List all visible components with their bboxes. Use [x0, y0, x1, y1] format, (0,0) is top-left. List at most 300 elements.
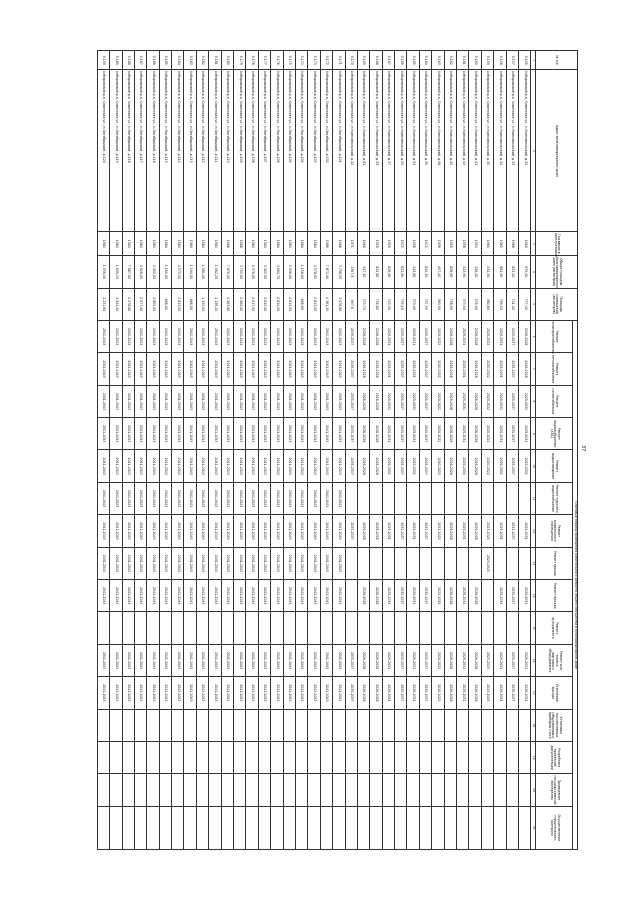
row-work-period: 2041-2043	[221, 515, 233, 547]
row-work-period	[370, 806, 382, 849]
column-number: 14	[531, 580, 536, 612]
row-year: 1984	[196, 232, 208, 256]
row-address: Хабаровский р-н, Советская ул., п.Октябрьский, д.113	[184, 70, 196, 232]
row-work-period: 2041-2043	[196, 547, 208, 579]
row-year: 1960	[519, 232, 531, 256]
row-address: Хабаровский р-н, Советская ул., п.Комсомольский, д.41	[469, 70, 481, 232]
row-work-period	[519, 547, 531, 579]
row-work-period	[432, 806, 444, 849]
row-work-period	[271, 709, 283, 741]
row-year: 1960	[357, 232, 369, 256]
row-work-period: 2041-2043	[110, 385, 122, 417]
row-work-period: 2041-2043	[209, 482, 221, 514]
row-work-period: 2041-2043	[97, 450, 109, 482]
row-work-period: 2041-2043	[283, 547, 295, 579]
row-area-total: 821,90	[395, 256, 407, 288]
header-w14: Разработка проектной документации	[536, 741, 573, 773]
row-work-period: 2041-2043	[196, 320, 208, 352]
row-work-period: 2041-2043	[184, 482, 196, 514]
row-work-period	[110, 741, 122, 773]
row-work-period: 2035-2037	[506, 515, 518, 547]
row-work-period: 2041-2043	[172, 547, 184, 579]
row-work-period: 2041-2043	[122, 644, 134, 676]
row-work-period	[457, 774, 469, 806]
row-number: 9.186	[147, 51, 159, 70]
row-work-period: 2041-2043	[134, 385, 146, 417]
column-number: 11	[531, 482, 536, 514]
row-work-period	[134, 806, 146, 849]
row-work-period: 2020-2022	[432, 418, 444, 450]
row-work-period: 2026-2028	[444, 353, 456, 385]
row-number: 9.170	[345, 51, 357, 70]
row-work-period	[110, 774, 122, 806]
row-work-period	[234, 612, 246, 644]
row-work-period	[469, 709, 481, 741]
row-work-period: 2041-2043	[134, 547, 146, 579]
row-address: Хабаровский р-н, Советская ул., п.Октябрьский, д.117	[134, 70, 146, 232]
row-work-period: 2041-2043	[246, 644, 258, 676]
row-work-period: 2035-2037	[395, 515, 407, 547]
header-w12: Утепление фасада	[536, 677, 573, 709]
row-area-total: 4 376,00	[246, 256, 258, 288]
row-work-period	[382, 612, 394, 644]
row-work-period	[234, 709, 246, 741]
row-work-period	[246, 774, 258, 806]
row-work-period: 2029-2031	[407, 353, 419, 385]
row-area-total: 7 876,40	[221, 256, 233, 288]
row-work-period	[209, 806, 221, 849]
row-work-period: 2041-2043	[320, 353, 332, 385]
table-row	[271, 51, 283, 850]
row-work-period	[184, 806, 196, 849]
row-number: 9.187	[134, 51, 146, 70]
row-work-period	[110, 709, 122, 741]
row-work-period	[134, 741, 146, 773]
column-number: 9	[531, 418, 536, 450]
row-work-period: 2026-2028	[444, 320, 456, 352]
row-address: Хабаровский р-н, Советская ул., п.Октябрьский, д.119	[110, 70, 122, 232]
column-number: 10	[531, 450, 536, 482]
row-work-period: 2026-2028	[370, 450, 382, 482]
row-work-period: 2041-2043	[246, 677, 258, 709]
row-work-period: 2035-2037	[506, 418, 518, 450]
row-work-period: 2035-2037	[345, 644, 357, 676]
row-work-period: 2041-2043	[308, 677, 320, 709]
row-year: 1986	[221, 232, 233, 256]
column-number: 13	[531, 547, 536, 579]
row-work-period: 2041-2043	[97, 580, 109, 612]
row-work-period: 2026-2028	[357, 385, 369, 417]
row-work-period	[444, 774, 456, 806]
row-work-period: 2041-2043	[134, 515, 146, 547]
row-address: Хабаровский р-н, Советская ул., п.Октябрьский, д.109	[234, 70, 246, 232]
row-work-period	[357, 709, 369, 741]
header-w6: Ремонт горячего водоснабжения	[536, 482, 573, 514]
row-work-period: 2041-2043	[97, 515, 109, 547]
row-work-period	[506, 774, 518, 806]
row-work-period: 2041-2043	[110, 580, 122, 612]
row-work-period	[308, 741, 320, 773]
row-year: 1962	[494, 232, 506, 256]
row-work-period: 2041-2043	[308, 353, 320, 385]
row-work-period: 2041-2043	[184, 353, 196, 385]
row-work-period: 2041-2043	[333, 580, 345, 612]
column-number: 7	[531, 353, 536, 385]
row-work-period: 2041-2043	[110, 353, 122, 385]
row-work-period: 2041-2043	[246, 547, 258, 579]
row-work-period: 2041-2043	[184, 515, 196, 547]
row-work-period: 2041-2043	[258, 353, 270, 385]
row-area-total: 881,90	[494, 256, 506, 288]
row-work-period: 2035-2037	[345, 515, 357, 547]
row-work-period	[258, 709, 270, 741]
row-address: Хабаровский р-н, Советская ул., п.Октябрьский, д.106	[271, 70, 283, 232]
row-work-period: 2041-2043	[172, 418, 184, 450]
row-work-period	[320, 709, 332, 741]
table-row	[196, 51, 208, 850]
row-address: Хабаровский р-н, Советская ул., п.Комсомольский, д.55	[395, 70, 407, 232]
row-work-period: 2041-2043	[147, 644, 159, 676]
row-year: 1959	[444, 232, 456, 256]
row-work-period: 2035-2037	[419, 320, 431, 352]
row-area-living: 668,60	[295, 288, 307, 320]
row-area-living: 2 077,40	[134, 288, 146, 320]
row-work-period	[308, 709, 320, 741]
row-work-period: 2035-2037	[345, 385, 357, 417]
row-area-total: 823,20	[506, 256, 518, 288]
row-work-period: 2041-2043	[122, 547, 134, 579]
row-area-living: 777,40	[519, 288, 531, 320]
row-work-period: 2041-2043	[172, 580, 184, 612]
page-number: 37	[580, 445, 586, 452]
row-year: 1958	[407, 232, 419, 256]
table-row	[494, 51, 506, 850]
row-area-living: 360,90	[432, 288, 444, 320]
column-number: 5	[531, 288, 536, 320]
row-work-period: 2020-2022	[432, 450, 444, 482]
table-row	[172, 51, 184, 850]
row-work-period: 2041-2043	[196, 418, 208, 450]
row-work-period	[444, 482, 456, 514]
row-work-period	[283, 741, 295, 773]
row-work-period: 2035-2037	[419, 515, 431, 547]
column-number: 2	[531, 70, 536, 232]
column-number: 3	[531, 232, 536, 256]
table-row	[295, 51, 307, 850]
row-work-period: 2041-2043	[271, 385, 283, 417]
table-row	[122, 51, 134, 850]
row-work-period: 2041-2043	[333, 515, 345, 547]
row-work-period: 2026-2028	[519, 353, 531, 385]
row-year: 1984	[110, 232, 122, 256]
row-number: 9.189	[110, 51, 122, 70]
row-work-period	[444, 741, 456, 773]
row-work-period	[519, 806, 531, 849]
row-work-period	[134, 774, 146, 806]
row-work-period: 2041-2043	[159, 547, 171, 579]
row-work-period: 2041-2043	[209, 644, 221, 676]
table-row	[159, 51, 171, 850]
row-work-period: 2041-2043	[184, 580, 196, 612]
row-number: 9.163	[432, 51, 444, 70]
row-work-period: 2041-2043	[295, 482, 307, 514]
row-work-period: 2020-2022	[481, 418, 493, 450]
row-number: 9.161	[457, 51, 469, 70]
row-address: Хабаровский р-н, Советская ул., п.Комсомольский, д.61	[357, 70, 369, 232]
row-work-period: 2041-2043	[122, 482, 134, 514]
row-work-period: 2041-2043	[209, 547, 221, 579]
row-work-period: 2026-2028	[357, 320, 369, 352]
row-work-period: 2041-2043	[258, 515, 270, 547]
table-row	[370, 51, 382, 850]
row-area-total: 426,40	[469, 256, 481, 288]
row-work-period	[97, 741, 109, 773]
row-work-period: 2020-2022	[481, 353, 493, 385]
row-work-period: 2041-2043	[283, 353, 295, 385]
table-row	[333, 51, 345, 850]
table-row	[234, 51, 246, 850]
row-work-period	[519, 709, 531, 741]
row-work-period: 2041-2043	[209, 450, 221, 482]
row-work-period: 2041-2043	[122, 450, 134, 482]
row-work-period	[357, 774, 369, 806]
row-work-period	[295, 709, 307, 741]
row-address: Хабаровский р-н, Советская ул., п.Октябрьский, д.110	[221, 70, 233, 232]
table-row	[283, 51, 295, 850]
row-work-period	[320, 774, 332, 806]
row-year: 1966	[506, 232, 518, 256]
row-work-period	[295, 806, 307, 849]
row-work-period: 2020-2022	[432, 353, 444, 385]
row-work-period	[407, 612, 419, 644]
row-work-period	[444, 806, 456, 849]
row-work-period: 2026-2028	[469, 677, 481, 709]
row-work-period: 2029-2031	[457, 644, 469, 676]
row-work-period: 2041-2043	[97, 482, 109, 514]
table-row	[221, 51, 233, 850]
row-work-period: 2023-2025	[481, 644, 493, 676]
row-work-period: 2026-2028	[370, 385, 382, 417]
row-work-period: 2041-2043	[271, 580, 283, 612]
row-work-period	[283, 774, 295, 806]
row-work-period: 2035-2037	[395, 450, 407, 482]
row-work-period: 2035-2037	[345, 450, 357, 482]
row-work-period: 2041-2043	[110, 482, 122, 514]
row-work-period: 2035-2037	[419, 580, 431, 612]
row-work-period: 2041-2043	[333, 320, 345, 352]
header-w13: Установка коллективных (общедомовых) приборов учета	[536, 709, 573, 741]
row-work-period: 2041-2043	[134, 580, 146, 612]
row-work-period	[196, 741, 208, 773]
row-work-period	[122, 612, 134, 644]
table-row	[134, 51, 146, 850]
row-number: 9.184	[172, 51, 184, 70]
row-work-period: 2026-2028	[357, 644, 369, 676]
rotated-table-container	[65, 50, 590, 850]
row-work-period	[308, 612, 320, 644]
row-work-period: 2041-2043	[283, 482, 295, 514]
row-work-period: 2026-2028	[469, 320, 481, 352]
row-work-period: 2041-2043	[221, 677, 233, 709]
row-work-period	[481, 806, 493, 849]
row-work-period: 2026-2028	[357, 580, 369, 612]
row-work-period	[246, 612, 258, 644]
row-work-period: 2041-2043	[295, 450, 307, 482]
row-work-period: 2041-2043	[258, 320, 270, 352]
row-work-period: 2029-2031	[519, 677, 531, 709]
row-area-living: 2 814,00	[271, 288, 283, 320]
row-work-period	[395, 709, 407, 741]
row-work-period: 2041-2043	[172, 385, 184, 417]
row-area-living: 4 361,20	[320, 288, 332, 320]
row-work-period: 2029-2031	[519, 580, 531, 612]
row-work-period	[432, 774, 444, 806]
row-work-period	[407, 806, 419, 849]
row-work-period: 2041-2043	[209, 418, 221, 450]
row-work-period	[333, 709, 345, 741]
row-work-period	[382, 806, 394, 849]
header-w5: Ремонт водоотведения	[536, 450, 573, 482]
row-work-period: 2041-2043	[184, 644, 196, 676]
row-work-period: 2041-2043	[258, 580, 270, 612]
column-number: 12	[531, 515, 536, 547]
row-work-period: 2041-2043	[246, 515, 258, 547]
row-work-period: 2029-2031	[382, 450, 394, 482]
row-work-period	[184, 709, 196, 741]
row-address: Хабаровский р-н, Советская ул., п.Октябрьский, д.115	[159, 70, 171, 232]
row-work-period: 2029-2031	[494, 385, 506, 417]
row-work-period	[370, 547, 382, 579]
row-work-period: 2041-2043	[159, 482, 171, 514]
row-work-period: 2041-2043	[258, 644, 270, 676]
row-work-period: 2041-2043	[271, 450, 283, 482]
row-area-living: 370,40	[407, 288, 419, 320]
row-year: 1972	[419, 232, 431, 256]
row-work-period	[395, 482, 407, 514]
row-work-period	[221, 612, 233, 644]
row-work-period: 2041-2043	[295, 580, 307, 612]
row-work-period	[184, 612, 196, 644]
row-work-period	[308, 806, 320, 849]
row-address: Хабаровский р-н, Советская ул., п.Октябрьский, д.102	[320, 70, 332, 232]
row-work-period: 2041-2043	[246, 320, 258, 352]
row-area-living: 373,70	[357, 288, 369, 320]
row-number: 9.176	[271, 51, 283, 70]
row-number: 9.185	[159, 51, 171, 70]
row-work-period	[357, 806, 369, 849]
row-work-period	[221, 709, 233, 741]
row-work-period	[258, 774, 270, 806]
row-work-period: 2041-2043	[234, 450, 246, 482]
row-work-period: 2035-2037	[506, 677, 518, 709]
row-work-period	[345, 774, 357, 806]
row-work-period: 2041-2043	[147, 320, 159, 352]
row-work-period: 2041-2043	[246, 353, 258, 385]
row-year: 1984	[134, 232, 146, 256]
row-work-period: 2041-2043	[283, 677, 295, 709]
row-work-period	[382, 482, 394, 514]
row-number: 9.164	[419, 51, 431, 70]
row-work-period: 2026-2028	[469, 515, 481, 547]
row-address: Хабаровский р-н, Советская ул., п.Октябрьский, д.101	[333, 70, 345, 232]
row-area-total: 1 582,20	[209, 256, 221, 288]
row-work-period: 2041-2043	[122, 385, 134, 417]
row-work-period: 2041-2043	[246, 450, 258, 482]
row-work-period: 2041-2043	[283, 320, 295, 352]
table-row	[432, 51, 444, 850]
row-work-period: 2041-2043	[295, 515, 307, 547]
row-work-period: 2041-2043	[308, 644, 320, 676]
row-work-period	[196, 709, 208, 741]
row-work-period	[370, 741, 382, 773]
row-work-period	[407, 709, 419, 741]
row-work-period: 2029-2031	[457, 353, 469, 385]
row-work-period: 2041-2043	[234, 353, 246, 385]
row-work-period: 2041-2043	[172, 482, 184, 514]
row-number: 9.157	[506, 51, 518, 70]
row-work-period: 2035-2037	[395, 320, 407, 352]
row-work-period	[97, 774, 109, 806]
row-work-period	[258, 806, 270, 849]
row-work-period: 2029-2031	[407, 450, 419, 482]
row-work-period: 2041-2043	[320, 547, 332, 579]
row-work-period	[320, 612, 332, 644]
row-work-period: 2041-2043	[295, 644, 307, 676]
table-row	[345, 51, 357, 850]
row-work-period: 2041-2043	[196, 515, 208, 547]
row-work-period: 2029-2031	[457, 385, 469, 417]
row-work-period: 2041-2043	[110, 644, 122, 676]
row-work-period: 2041-2043	[320, 418, 332, 450]
row-work-period: 2041-2043	[271, 418, 283, 450]
row-work-period: 2041-2043	[97, 547, 109, 579]
row-work-period	[481, 741, 493, 773]
row-work-period: 2041-2043	[320, 580, 332, 612]
row-work-period: 2035-2037	[419, 644, 431, 676]
table-row	[395, 51, 407, 850]
row-work-period: 2023-2025	[481, 677, 493, 709]
row-work-period	[184, 741, 196, 773]
header-num: № п/п	[536, 51, 578, 70]
row-work-period	[506, 806, 518, 849]
row-work-period: 2041-2043	[184, 450, 196, 482]
row-work-period: 2041-2043	[308, 547, 320, 579]
row-work-period	[444, 547, 456, 579]
row-work-period: 2041-2043	[234, 320, 246, 352]
row-work-period: 2041-2043	[333, 450, 345, 482]
row-work-period: 2026-2028	[357, 353, 369, 385]
row-address: Хабаровский р-н, Советская ул., п.Октябрьский, д.112	[196, 70, 208, 232]
row-work-period	[370, 709, 382, 741]
row-work-period	[122, 741, 134, 773]
row-work-period	[134, 612, 146, 644]
row-work-period: 2041-2043	[234, 644, 246, 676]
table-row	[308, 51, 320, 850]
row-work-period: 2041-2043	[172, 450, 184, 482]
row-work-period: 2026-2028	[370, 515, 382, 547]
row-work-period: 2041-2043	[283, 580, 295, 612]
row-work-period: 2041-2043	[159, 450, 171, 482]
row-work-period: 2041-2043	[147, 547, 159, 579]
row-work-period: 2035-2037	[506, 320, 518, 352]
row-area-total: 1367,6	[345, 256, 357, 288]
row-work-period: 2026-2028	[444, 677, 456, 709]
row-work-period	[370, 482, 382, 514]
column-number-row	[531, 51, 536, 850]
row-work-period: 2041-2043	[234, 385, 246, 417]
row-work-period	[419, 482, 431, 514]
header-works-group: Плановый период проведения капитального ремонта общего имущества в многоквартирном доме	[573, 320, 578, 849]
